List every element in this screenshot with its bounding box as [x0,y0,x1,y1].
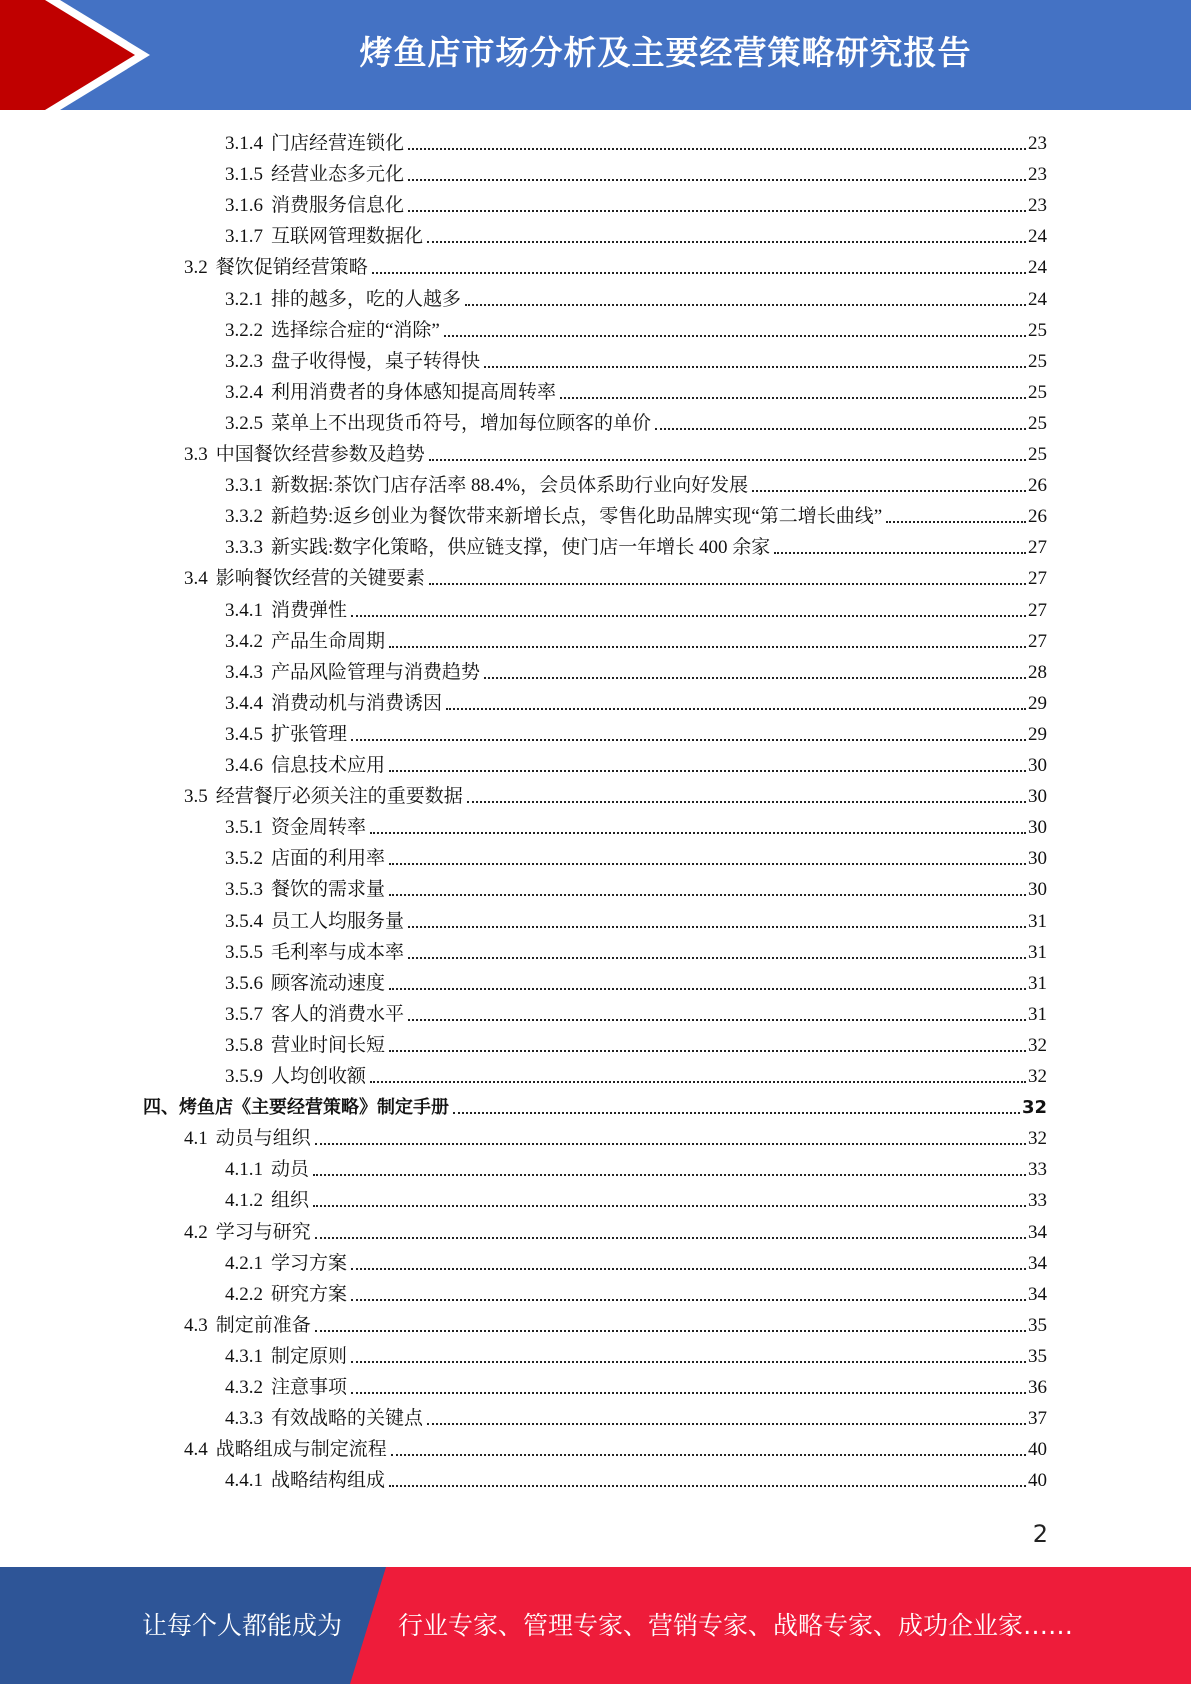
toc-entry-number: 4.2.2 [225,1283,263,1305]
toc-entry-label [184,1438,387,1462]
toc-entry-label [225,1003,404,1027]
toc-entry-number: 3.4.6 [225,755,263,776]
toc-entry-label [184,567,425,591]
toc-entry-label [143,1096,449,1120]
toc-leader-dots [484,677,1026,679]
toc-entry-number: 4.1.2 [225,1190,263,1212]
toc-leader-dots [886,521,1026,523]
toc-entry-page: 30 [1028,786,1047,808]
toc-entry-page: 31 [1028,910,1047,932]
toc-leader-dots [351,615,1026,617]
toc-entry-title: 消费弹性 [271,599,348,621]
toc-leader-dots [408,179,1026,181]
toc-entry-page: 25 [1028,444,1047,465]
toc-leader-dots [560,397,1026,399]
toc-entry-page: 30 [1028,755,1047,776]
toc-leader-dots [429,459,1026,461]
footer-slogan-right: 行业专家、管理专家、营销专家、战略专家、成功企业家…… [398,1611,1074,1640]
toc-entry-page: 26 [1028,475,1047,497]
toc-leader-dots [465,304,1026,306]
toc-entry-page: 32 [1028,1128,1047,1150]
toc-leader-dots [408,957,1026,959]
toc-entry-number: 3.4.3 [225,661,263,683]
toc-entry-label [184,1314,311,1338]
toc-entry-label [225,910,404,934]
toc-entry-page: 34 [1028,1283,1047,1305]
toc-entry[interactable] [225,1339,1047,1369]
toc-entry-number: 3.3.1 [225,475,263,497]
toc-entry-number: 3.1.6 [225,195,263,217]
footer-slogan-left: 让每个人都能成为 [142,1611,343,1640]
toc-entry-number: 3.5.2 [225,848,263,870]
toc-entry-page: 35 [1028,1314,1047,1336]
page-footer [0,1567,1191,1684]
toc-entry-label [225,878,385,902]
toc-entry-page: 25 [1028,319,1047,341]
toc-entry-number: 4.3.1 [225,1345,263,1367]
toc-entry[interactable] [225,966,1047,996]
toc-entry[interactable] [225,655,1047,685]
toc-entry-number: 4.1.1 [225,1159,263,1181]
toc-entry-number: 3.3 [184,444,208,465]
toc-entry-number: 3.3.3 [225,537,263,559]
toc-entry-title: 有效战略的关键点 [271,1408,424,1430]
toc-entry-label [225,692,442,716]
toc-entry-label [225,1469,385,1493]
toc-entry[interactable] [184,1308,1047,1338]
toc-entry[interactable] [225,282,1047,312]
toc-entry-title: 动员 [271,1159,310,1181]
toc-entry-label [225,132,404,156]
toc-entry-label [225,816,366,840]
toc-leader-dots [372,272,1026,274]
toc-entry[interactable] [225,1028,1047,1058]
toc-entry-page: 32 [1028,1034,1047,1056]
toc-entry-label [225,194,404,218]
toc-entry-title: 客人的消费水平 [271,1003,405,1025]
toc-entry-number: 4.2.1 [225,1252,263,1274]
toc-entry-label [225,661,480,685]
toc-entry-page: 31 [1028,941,1047,963]
toc-entry-page: 23 [1028,164,1047,186]
toc-entry[interactable] [184,561,1047,591]
toc-leader-dots [408,926,1026,928]
toc-entry-title: 互联网管理数据化 [271,226,424,248]
toc-entry[interactable] [225,344,1047,374]
toc-entry-label [225,505,882,529]
toc-entry-title: 注意事项 [271,1377,348,1398]
toc-entry-label [184,1221,311,1245]
toc-entry-page: 27 [1028,599,1047,621]
toc-entry[interactable] [184,1121,1047,1151]
toc-entry-number: 3.3.2 [225,506,263,528]
toc-entry[interactable] [225,1183,1047,1213]
toc-entry-label [184,443,425,467]
toc-entry-title: 选择综合症的“消除” [271,319,440,341]
toc-entry-title: 中国餐饮经营参数及趋势 [215,444,425,465]
toc-entry-title: 新数据:茶饮门店存活率 88.4%，会员体系助行业向好发展 [271,475,749,497]
toc-entry[interactable] [225,935,1047,965]
toc-entry-number: 3.1.4 [225,133,263,154]
toc-entry-page: 30 [1028,879,1047,901]
toc-entry[interactable] [225,1401,1047,1431]
toc-entry[interactable] [184,437,1047,467]
toc-entry-number: 3.2.5 [225,412,263,434]
toc-entry-title: 战略组成与制定流程 [215,1439,387,1461]
toc-entry-number: 3.1.7 [225,226,263,248]
toc-entry-title: 人均创收额 [271,1066,367,1087]
toc-entry-number: 3.5.9 [225,1066,263,1087]
toc-leader-dots [484,366,1026,368]
toc-entry-number: 4.2 [184,1221,208,1243]
toc-entry-title: 利用消费者的身体感知提高周转率 [271,381,557,403]
toc-leader-dots [389,894,1026,896]
toc-leader-dots [655,428,1026,430]
toc-entry-title: 消费服务信息化 [271,195,405,217]
toc-entry-page: 27 [1028,537,1047,559]
toc-entry-label [225,1065,366,1089]
toc-entry-page: 31 [1028,972,1047,994]
toc-leader-dots [444,335,1026,337]
toc-entry-title: 员工人均服务量 [271,910,405,932]
toc-entry-page: 34 [1028,1252,1047,1274]
toc-entry-number: 3.4.1 [225,599,263,621]
toc-entry[interactable] [225,219,1047,249]
toc-entry-page: 24 [1028,226,1047,248]
toc-entry[interactable] [184,1432,1047,1462]
toc-entry-number: 4.3.3 [225,1408,263,1430]
toc-entry-page: 34 [1028,1221,1047,1243]
toc-entry-number: 3.5.8 [225,1034,263,1056]
toc-leader-dots [351,1268,1026,1270]
page-number: 2 [1032,1520,1048,1548]
toc-leader-dots [774,552,1026,554]
toc-entry-number: 3.5.6 [225,972,263,994]
toc-entry-page: 28 [1028,661,1047,683]
toc-entry-title: 资金周转率 [271,817,367,839]
toc-entry-label [225,1158,309,1182]
toc-entry[interactable] [225,1246,1047,1276]
toc-entry-label [225,225,423,249]
toc-entry-label [184,256,368,280]
toc-entry[interactable] [225,1463,1047,1493]
toc-entry-page: 40 [1028,1439,1047,1461]
toc-entry-page: 25 [1028,412,1047,434]
toc-entry-page: 40 [1028,1470,1047,1492]
toc-entry[interactable] [225,1152,1047,1182]
toc-entry[interactable] [225,593,1047,623]
toc-leader-dots [408,148,1026,150]
toc-entry[interactable] [225,1370,1047,1400]
toc-entry-title: 学习与研究 [215,1221,311,1243]
toc-leader-dots [351,1299,1026,1301]
toc-entry-page: 29 [1028,692,1047,714]
toc-entry-title: 餐饮促销经营策略 [215,257,368,279]
toc-entry-title: 四、烤鱼店《主要经营策略》制定手册 [143,1097,449,1119]
toc-leader-dots [389,1050,1026,1052]
toc-entry-title: 消费动机与消费诱因 [271,692,443,714]
toc-entry-label [225,474,748,498]
toc-entry-title: 制定前准备 [215,1314,311,1336]
toc-entry-number: 3.4.5 [225,723,263,745]
toc-entry[interactable] [225,624,1047,654]
toc-leader-dots [313,1174,1026,1176]
toc-entry-title: 影响餐饮经营的关键要素 [215,568,425,590]
toc-entry-label [225,412,651,436]
toc-entry-page: 35 [1028,1345,1047,1367]
toc-entry-page: 37 [1028,1408,1047,1430]
toc-entry-title: 餐饮的需求量 [271,879,386,901]
toc-leader-dots [351,1392,1026,1394]
toc-entry-label [225,1189,309,1213]
toc-entry[interactable] [225,841,1047,871]
toc-entry[interactable] [225,1277,1047,1307]
toc-entry-page: 33 [1028,1190,1047,1212]
toc-entry[interactable] [225,1059,1047,1089]
toc-entry-label [225,163,404,187]
toc-entry[interactable] [225,810,1047,840]
page-header [0,0,1191,110]
toc-leader-dots [427,1423,1026,1425]
toc-entry[interactable] [225,997,1047,1027]
toc-entry-number: 4.1 [184,1128,208,1150]
toc-entry-title: 新趋势:返乡创业为餐饮带来新增长点，零售化助品牌实现“第二增长曲线” [271,506,883,528]
toc-entry-number: 3.5.5 [225,941,263,963]
toc-entry-label [225,1407,423,1431]
toc-entry-label [225,1376,347,1400]
toc-entry-label [225,1252,347,1276]
toc-entry[interactable] [225,375,1047,405]
toc-entry-page: 32 [1021,1097,1047,1119]
toc-entry-label [225,599,347,623]
toc-entry-label [225,536,770,560]
toc-entry-page: 27 [1028,568,1047,590]
toc-entry-number: 3.5.3 [225,879,263,901]
toc-leader-dots [389,770,1026,772]
toc-entry-title: 制定原则 [271,1345,348,1367]
toc-leader-dots [389,646,1026,648]
toc-entry-title: 信息技术应用 [271,755,386,776]
toc-entry[interactable] [225,717,1047,747]
toc-entry-title: 菜单上不出现货币符号，增加每位顾客的单价 [271,412,652,434]
toc-leader-dots [408,1019,1026,1021]
toc-leader-dots [408,210,1026,212]
toc-entry-page: 23 [1028,133,1047,154]
toc-entry[interactable] [184,250,1047,280]
toc-leader-dots [315,1143,1026,1145]
toc-entry-title: 产品风险管理与消费趋势 [271,661,481,683]
toc-entry-title: 新实践:数字化策略，供应链支撑，使门店一年增长 400 余家 [271,537,771,559]
toc-leader-dots [351,739,1026,741]
toc-leader-dots [313,1205,1026,1207]
toc-leader-dots [351,1361,1026,1363]
toc-entry-title: 动员与组织 [215,1128,311,1150]
toc-leader-dots [370,1081,1026,1083]
toc-entry-page: 27 [1028,630,1047,652]
toc-leader-dots [389,1485,1026,1487]
toc-leader-dots [429,583,1026,585]
toc-entry-title: 学习方案 [271,1252,348,1274]
toc-leader-dots [453,1112,1020,1114]
toc-entry-title: 毛利率与成本率 [271,941,405,963]
toc-entry[interactable] [225,686,1047,716]
toc-entry-label [184,785,463,809]
toc-entry-number: 3.5.4 [225,910,263,932]
toc-entry-page: 25 [1028,350,1047,372]
toc-leader-dots [315,1330,1026,1332]
toc-entry-page: 23 [1028,195,1047,217]
toc-leader-dots [446,708,1026,710]
toc-entry-page: 24 [1028,288,1047,310]
toc-entry[interactable] [225,157,1047,187]
toc-entry[interactable] [225,406,1047,436]
toc-entry-number: 3.2.3 [225,350,263,372]
toc-entry-label [184,1127,311,1151]
toc-leader-dots [389,988,1026,990]
toc-entry-title: 营业时间长短 [271,1034,386,1056]
toc-entry-title: 组织 [271,1190,310,1212]
toc-entry-title: 研究方案 [271,1283,348,1305]
toc-entry[interactable] [225,530,1047,560]
toc-entry-title: 战略结构组成 [271,1470,386,1492]
toc-entry-label [225,754,385,778]
toc-entry-title: 盘子收得慢，桌子转得快 [271,350,481,372]
toc-entry-page: 32 [1028,1066,1047,1087]
toc-entry-title: 门店经营连锁化 [271,133,405,154]
toc-leader-dots [370,832,1026,834]
toc-entry-number: 3.2.2 [225,319,263,341]
toc-entry-page: 29 [1028,723,1047,745]
toc-entry-page: 25 [1028,381,1047,403]
toc-entry[interactable] [225,313,1047,343]
toc-leader-dots [427,241,1026,243]
toc-entry[interactable] [184,1215,1047,1245]
toc-entry-title: 排的越多，吃的人越多 [271,288,462,310]
toc-leader-dots [752,490,1026,492]
toc-entry-number: 3.4.4 [225,692,263,714]
toc-entry-number: 3.5.7 [225,1003,263,1025]
toc-entry-title: 扩张管理 [271,723,348,745]
toc-entry-label [225,723,347,747]
toc-entry-label [225,1283,347,1307]
toc-entry-page: 30 [1028,848,1047,870]
toc-entry[interactable] [225,126,1047,156]
toc-entry-page: 33 [1028,1159,1047,1181]
toc-entry[interactable] [225,188,1047,218]
toc-entry-number: 4.3 [184,1314,208,1336]
toc-entry-page: 36 [1028,1377,1047,1398]
toc-entry-label [225,630,385,654]
toc-entry-number: 3.2 [184,257,208,279]
toc-entry-number: 3.5.1 [225,817,263,839]
toc-entry-label [225,381,556,405]
toc-entry-number: 3.2.4 [225,381,263,403]
toc-entry-title: 经营餐厅必须关注的重要数据 [215,786,463,808]
toc-entry-number: 3.4 [184,568,208,590]
toc-entry-page: 26 [1028,506,1047,528]
toc-entry[interactable] [143,1090,1047,1120]
toc-leader-dots [389,863,1026,865]
toc-entry[interactable] [225,748,1047,778]
toc-entry-title: 顾客流动速度 [271,972,386,994]
toc-entry-number: 3.5 [184,786,208,808]
toc-entry-page: 30 [1028,817,1047,839]
toc-entry[interactable] [184,779,1047,809]
toc-leader-dots [467,801,1026,803]
toc-entry-label [225,941,404,965]
toc-entry-number: 4.4 [184,1439,208,1461]
toc-entry[interactable] [225,499,1047,529]
toc-entry-title: 经营业态多元化 [271,164,405,186]
toc-entry-number: 4.3.2 [225,1377,263,1398]
toc-entry-number: 4.4.1 [225,1470,263,1492]
toc-entry-page: 31 [1028,1003,1047,1025]
toc-entry[interactable] [225,468,1047,498]
toc-entry-label [225,972,385,996]
toc-leader-dots [315,1237,1026,1239]
toc-entry-label [225,350,480,374]
toc-entry-label [225,1345,347,1369]
toc-entry-label [225,319,440,343]
toc-entry[interactable] [225,904,1047,934]
toc-entry-label [225,847,385,871]
toc-entry-label [225,1034,385,1058]
toc-entry-number: 3.4.2 [225,630,263,652]
toc-entry-number: 3.1.5 [225,164,263,186]
toc-entry-title: 产品生命周期 [271,630,386,652]
toc-leader-dots [391,1454,1026,1456]
toc-entry-page: 24 [1028,257,1047,279]
toc-entry-number: 3.2.1 [225,288,263,310]
document-title: 烤鱼店市场分析及主要经营策略研究报告 [359,33,972,72]
toc-entry-title: 店面的利用率 [271,848,386,870]
toc-entry[interactable] [225,872,1047,902]
toc-entry-label [225,288,461,312]
